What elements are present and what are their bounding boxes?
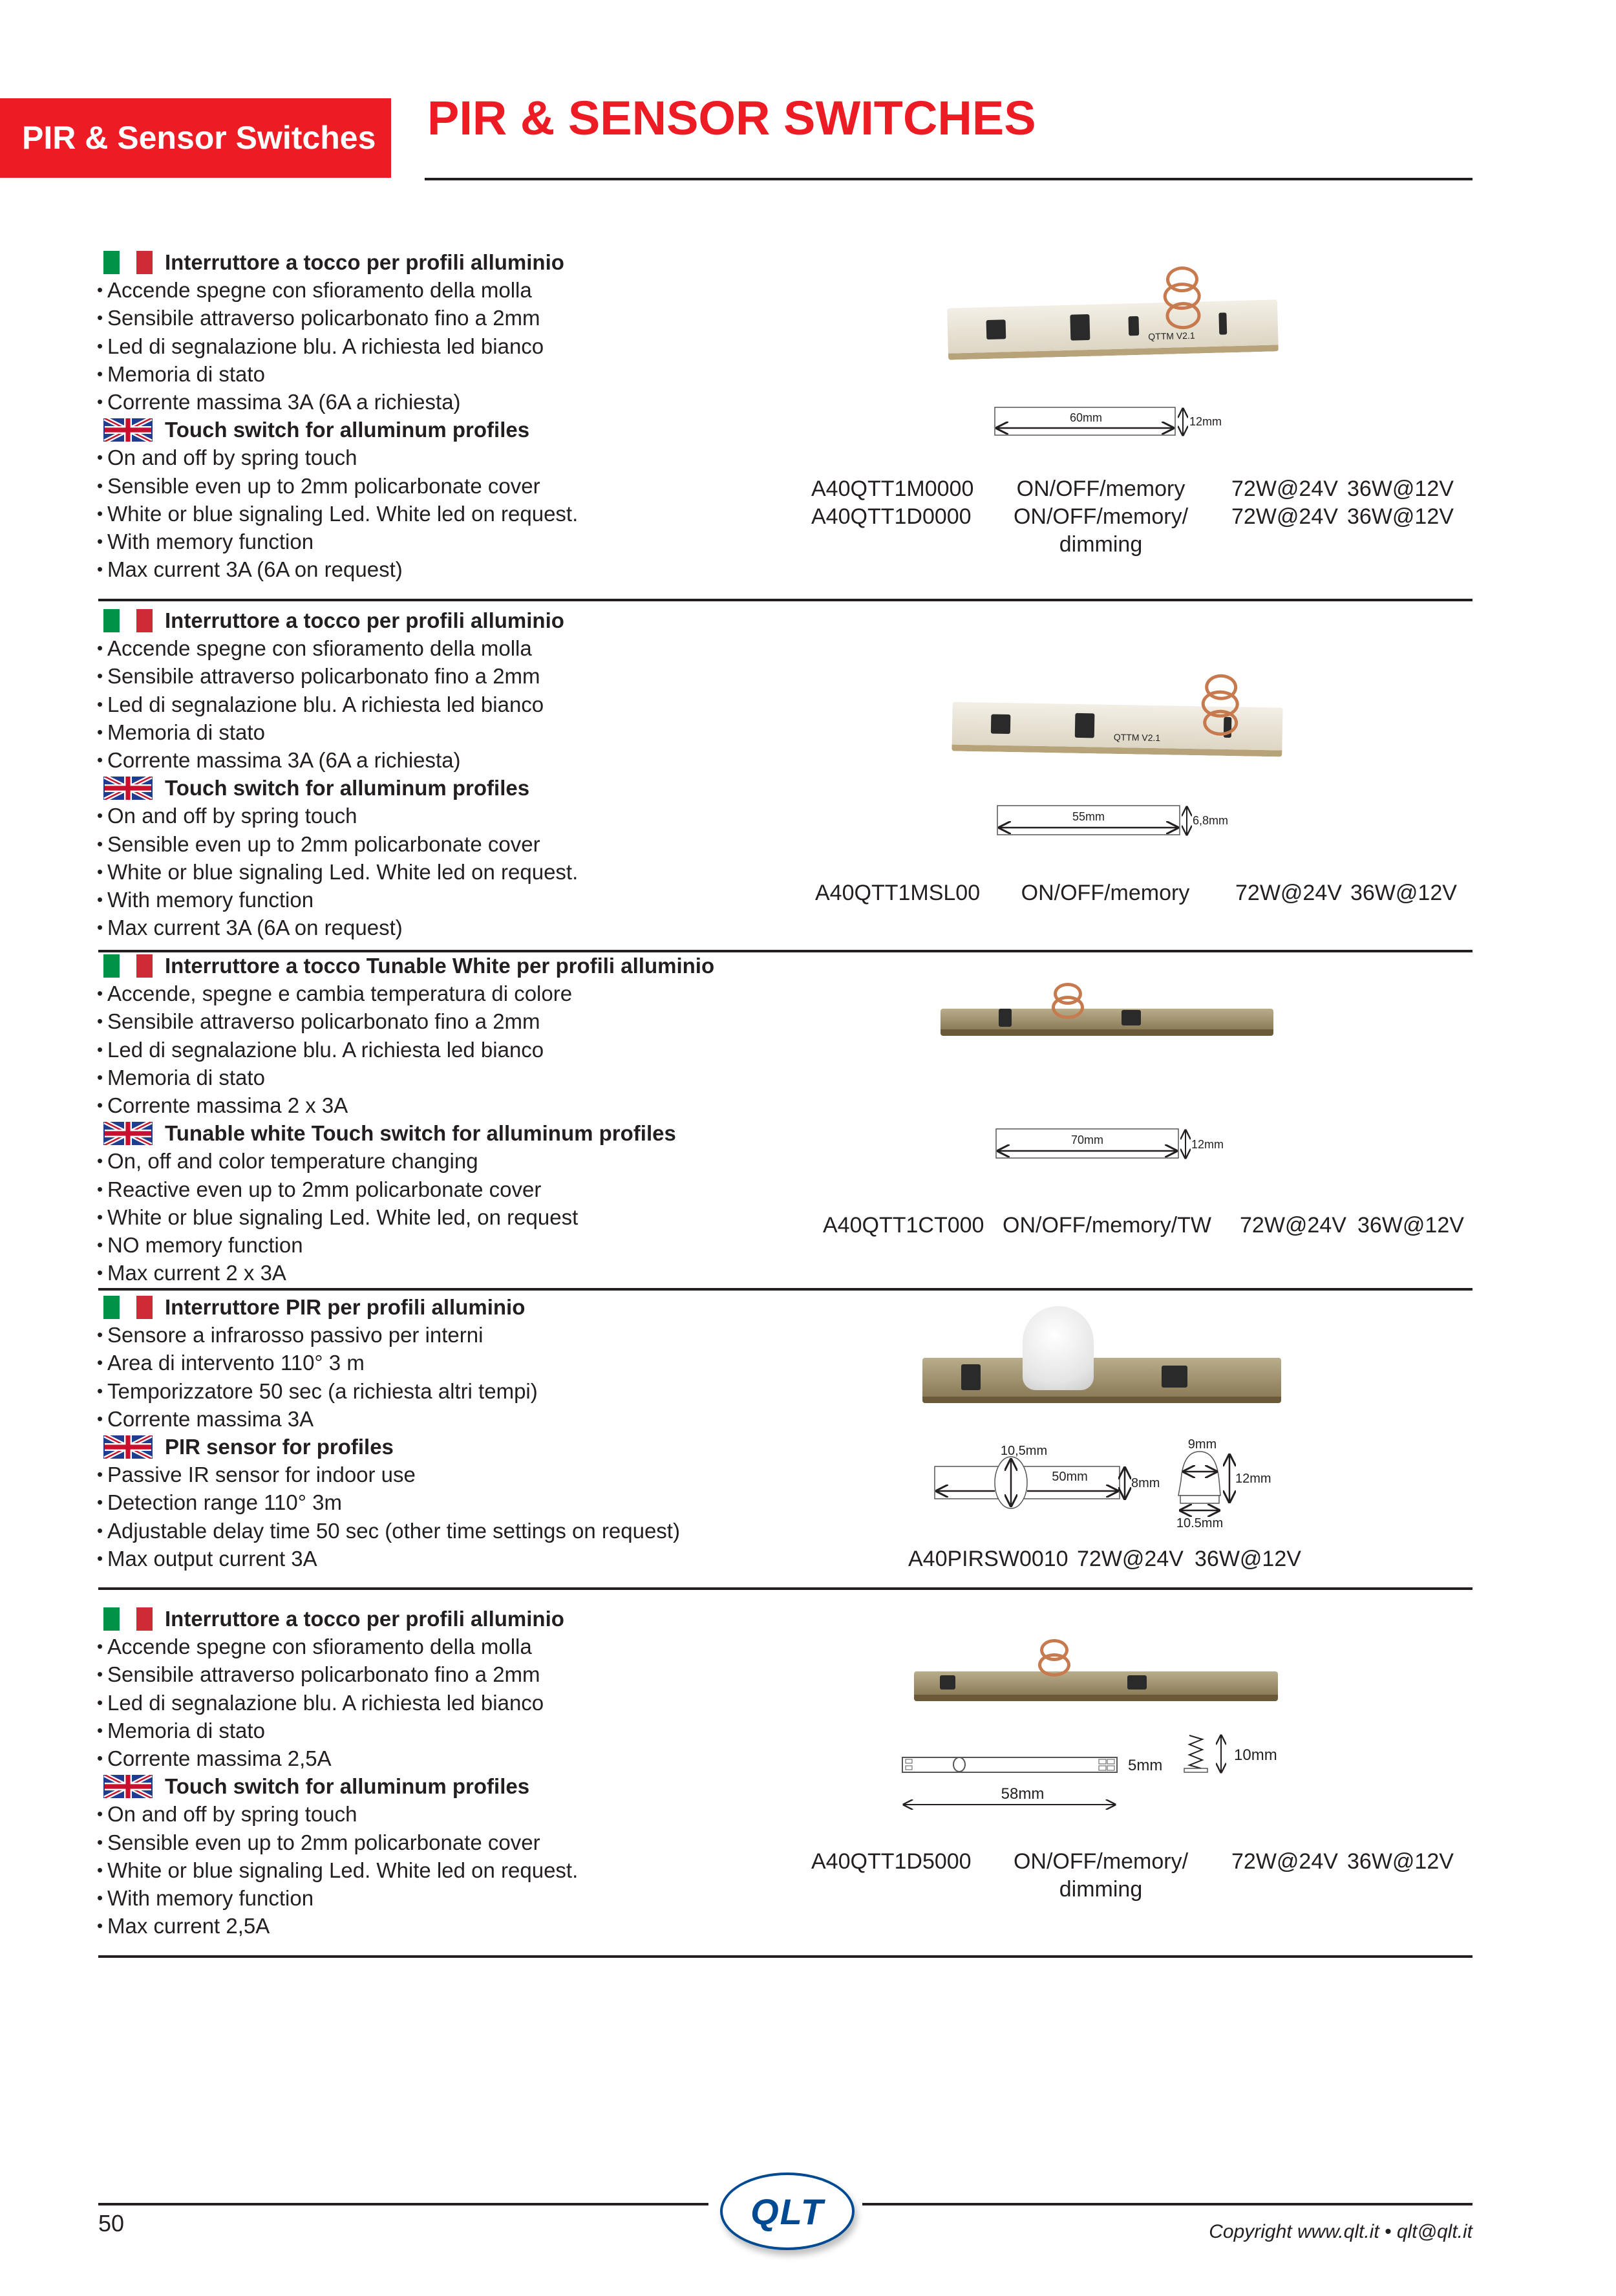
english-feature: • Max output current 3A [98,1545,809,1572]
english-feature: • On and off by spring touch [98,802,809,830]
product-code: A40QTT1D5000 [811,1849,972,1874]
dim-height: 8mm [1131,1476,1160,1490]
italian-feature: • Led di segnalazione blu. A richiesta led bianco [98,1689,809,1717]
product-function: ON/OFF/memory/TW [1003,1213,1211,1238]
english-feature: • NO memory function [98,1231,809,1259]
english-feature: • Max current 2 x 3A [98,1259,809,1287]
pcb-label: QTTM V2.1 [1148,330,1195,342]
italian-title: Interruttore a tocco per profili alluminio [165,608,564,632]
english-feature: • Max current 3A (6A on request) [98,914,809,941]
english-title: Touch switch for alluminum profiles [165,1774,530,1799]
english-feature: • On and off by spring touch [98,1800,809,1828]
italian-feature: • Corrente massima 3A (6A a richiesta) [98,388,809,416]
english-feature: • With memory function [98,886,809,914]
page-title: PIR & SENSOR SWITCHES [427,91,1036,145]
power-24v: 72W@24V [1240,1213,1346,1238]
italian-feature: • Led di segnalazione blu. A richiesta led bianco [98,1036,809,1064]
dim-height: 12mm [1189,415,1222,428]
english-title: Touch switch for alluminum profiles [165,776,530,800]
italian-title: Interruttore PIR per profili alluminio [165,1295,526,1319]
logo-text: QLT [750,2191,824,2232]
product-code: A40PIRSW0010 [908,1547,1068,1571]
footer-divider-right [862,2203,1472,2205]
english-feature: • Sensible even up to 2mm policarbonate cover [98,830,809,858]
power-12v: 36W@12V [1347,504,1454,529]
italian-feature: • Sensibile attraverso policarbonato fino a 2mm [98,1007,809,1035]
page-number: 50 [98,2210,125,2237]
english-feature: • On and off by spring touch [98,444,809,471]
product-function: ON/OFF/memory/ dimming [1013,1849,1189,1902]
italian-feature: • Area di intervento 110° 3 m [98,1349,809,1377]
power-12v: 36W@12V [1357,1213,1464,1238]
power-24v: 72W@24V [1231,477,1338,501]
italian-feature: • Memoria di stato [98,360,809,388]
italian-feature: • Sensibile attraverso policarbonato fino a 2mm [98,1660,809,1688]
italian-title: Interruttore a tocco Tunable White per profili alluminio [165,954,715,978]
dim-dome-width: 9mm [1187,1437,1217,1452]
english-feature: • Max current 2,5A [98,1912,809,1940]
italian-feature: • Led di segnalazione blu. A richiesta led bianco [98,691,809,718]
product-code: A40QTT1CT000 [823,1213,984,1238]
power-12v: 36W@12V [1350,881,1457,905]
english-feature: • White or blue signaling Led. White led on request. [98,500,809,528]
italian-title: Interruttore a tocco per profili alluminio [165,250,564,274]
power-12v: 36W@12V [1195,1547,1301,1571]
dim-length: 50mm [1052,1470,1088,1484]
pcb-label: QTTM V2.1 [1113,731,1161,744]
english-feature: • White or blue signaling Led. White led on request. [98,1856,809,1884]
italian-feature: • Corrente massima 2,5A [98,1744,809,1772]
dim-length: 55mm [1072,810,1105,823]
english-title: Tunable white Touch switch for alluminum profiles [165,1121,676,1146]
english-feature: • With memory function [98,1884,809,1912]
dim-length: 58mm [1001,1785,1045,1803]
dim-dome-height: 12mm [1235,1472,1271,1486]
product-code: A40QTT1MSL00 [815,881,981,905]
power-12v: 36W@12V [1347,1849,1454,1874]
english-feature: • White or blue signaling Led. White led, on request [98,1203,809,1231]
dim-lens-diameter: 10,5mm [1000,1444,1048,1458]
english-feature: • Sensible even up to 2mm policarbonate cover [98,1829,809,1856]
product-function: ON/OFF/memory/ dimming [1013,504,1189,557]
english-feature: • White or blue signaling Led. White led on request. [98,858,809,886]
english-feature: • Sensible even up to 2mm policarbonate cover [98,472,809,500]
italian-feature: • Led di segnalazione blu. A richiesta led bianco [98,332,809,360]
italian-feature: • Sensibile attraverso policarbonato fino a 2mm [98,662,809,690]
product-code: A40QTT1D0000 [811,504,972,529]
dim-length: 70mm [1070,1133,1104,1146]
italian-feature: • Accende spegne con sfioramento della molla [98,1633,809,1660]
italian-feature: • Sensore a infrarosso passivo per interni [98,1321,809,1349]
copyright: Copyright www.qlt.it • qlt@qlt.it [1209,2221,1472,2242]
italian-feature: • Accende spegne con sfioramento della molla [98,634,809,662]
english-title: Touch switch for alluminum profiles [165,418,530,442]
power-24v: 72W@24V [1231,1849,1338,1874]
category-tab: PIR & Sensor Switches [0,98,391,178]
product-code: A40QTT1M0000 [811,477,974,501]
power-24v: 72W@24V [1077,1547,1184,1571]
italian-feature: • Memoria di stato [98,1064,809,1091]
dim-width: 5mm [1128,1757,1163,1774]
english-feature: • Detection range 110° 3m [98,1488,809,1516]
italian-feature: • Memoria di stato [98,1717,809,1744]
footer-divider-left [98,2203,708,2205]
power-24v: 72W@24V [1235,881,1342,905]
english-feature: • Adjustable delay time 50 sec (other time settings on request) [98,1517,809,1545]
power-12v: 36W@12V [1347,477,1454,501]
italian-feature: • Sensibile attraverso policarbonato fino a 2mm [98,304,809,332]
power-24v: 72W@24V [1231,504,1338,529]
italian-feature: • Corrente massima 3A (6A a richiesta) [98,746,809,774]
english-title: PIR sensor for profiles [165,1434,394,1459]
english-feature: • On, off and color temperature changing [98,1147,809,1175]
italian-feature: • Memoria di stato [98,718,809,746]
english-feature: • With memory function [98,528,809,555]
product-function: ON/OFF/memory [1016,477,1185,501]
english-feature: • Max current 3A (6A on request) [98,555,809,583]
product-function: ON/OFF/memory [1021,881,1190,905]
dim-base-width: 10.5mm [1176,1516,1224,1530]
italian-feature: • Accende, spegne e cambia temperatura di colore [98,980,809,1007]
english-feature: • Passive IR sensor for indoor use [98,1461,809,1488]
qlt-logo [720,2173,855,2250]
italian-feature: • Accende spegne con sfioramento della molla [98,276,809,304]
english-feature: • Reactive even up to 2mm policarbonate cover [98,1175,809,1203]
dim-spring-height: 10mm [1234,1746,1277,1764]
dim-length: 60mm [1069,411,1103,424]
italian-feature: • Temporizzatore 50 sec (a richiesta altri tempi) [98,1377,809,1405]
dim-height: 12mm [1191,1138,1224,1151]
dim-height: 6,8mm [1193,814,1229,827]
italian-feature: • Corrente massima 3A [98,1405,809,1433]
italian-title: Interruttore a tocco per profili alluminio [165,1607,564,1631]
italian-feature: • Corrente massima 2 x 3A [98,1091,809,1119]
